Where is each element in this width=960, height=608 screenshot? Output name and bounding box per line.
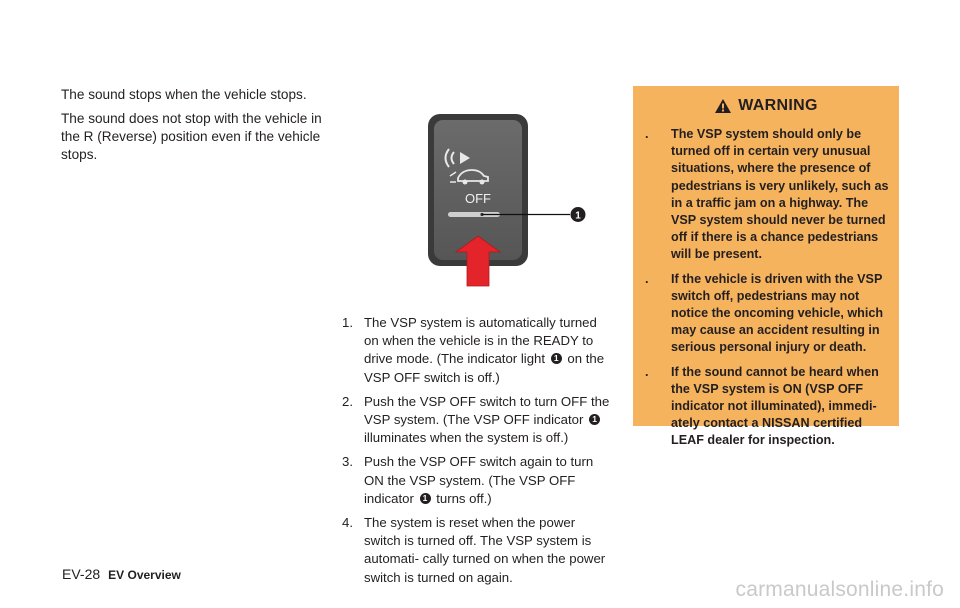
step-number: 4.: [342, 515, 353, 531]
step-number: 2.: [342, 393, 353, 409]
car-wheel-front: [463, 180, 468, 185]
warning-text: If the vehicle is driven with the VSP switch off, pedestrians may not notice the oncoming vehicle, which may cause an accident resulting in serious personal injury or death.: [671, 271, 884, 355]
warning-item: [645, 126, 889, 264]
switch-off-label: OFF: [465, 191, 491, 206]
procedure-steps: [342, 314, 614, 593]
warning-triangle-icon: [714, 98, 732, 114]
warning-header: [633, 86, 899, 126]
step-text: Push the VSP OFF switch again to turn ON the VSP system. (The VSP OFF indicator: [364, 454, 594, 506]
watermark: carmanualsonline.info: [735, 578, 944, 601]
vsp-switch-illustration: [410, 112, 610, 302]
paragraph-sound-stops: The sound stops when the vehicle stops.: [61, 87, 307, 102]
callout-ref-icon: 1: [551, 353, 562, 364]
paragraph-reverse: The sound does not stop with the vehicle in the R (Reverse) position even if the vehicle stops.: [61, 111, 322, 162]
step-text-cont: turns off.): [436, 490, 492, 506]
callout-number: 1: [575, 210, 581, 222]
step-number: 3.: [342, 454, 353, 470]
section-title: EV Overview: [108, 568, 181, 582]
warning-box: [633, 86, 899, 448]
warning-text: If the sound cannot be heard when the VSP system is ON (VSP OFF indicator not illuminated), immedi- ately contact a NISSAN certified LEAF dealer for inspection.: [671, 364, 879, 448]
bullet: .: [645, 127, 649, 141]
page-number: EV-28: [62, 566, 101, 582]
warning-title: WARNING: [738, 97, 818, 114]
step-item: [342, 393, 614, 448]
step-item: [342, 453, 614, 508]
step-item: [342, 314, 614, 387]
bullet: .: [645, 364, 649, 379]
step-text: Push the VSP OFF switch to turn OFF the VSP system. (The VSP OFF indicator: [364, 393, 610, 428]
page-footer: [62, 566, 181, 582]
warning-text: The VSP system should only be turned off in certain very unusual situations, where the presence of pedestrians is very unlikely, such as in a traffic jam on a highway. The VSP system should never be turned off if there is a chance pedestrians will be present.: [671, 127, 889, 262]
step-text: The system is reset when the power switch is turned off. The VSP system is automati- cally turned on when the power switch is turned on again.: [364, 515, 606, 585]
intro-text: [61, 86, 333, 170]
warning-item: [645, 364, 889, 450]
step-text: The VSP system is automatically turned on when the vehicle is in the READY to drive mode. (The indicator light: [364, 315, 597, 367]
callout-ref-icon: 1: [420, 493, 431, 504]
step-text-cont: illuminates when the system is off.): [364, 430, 569, 446]
step-text-cont: on the VSP OFF switch is off.): [364, 351, 605, 385]
step-item: [342, 514, 614, 587]
vsp-switch-figure: [410, 112, 610, 302]
step-number: 1.: [342, 315, 353, 330]
bullet: .: [645, 271, 649, 286]
warning-list: [633, 126, 899, 450]
warning-item: [645, 271, 889, 357]
car-wheel-rear: [480, 180, 485, 185]
callout-ref-icon: 1: [589, 414, 600, 425]
